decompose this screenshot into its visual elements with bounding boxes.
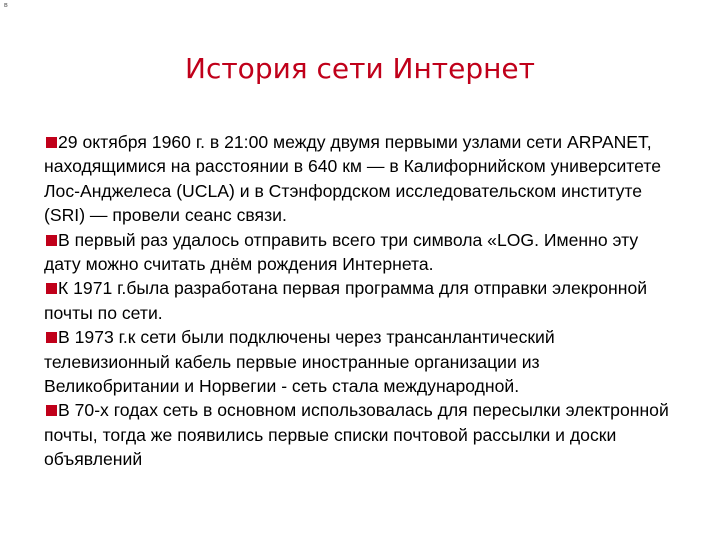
bullet-square-icon — [46, 332, 57, 343]
slide-body — [44, 130, 674, 472]
bullet-square-icon — [46, 235, 57, 246]
bullet-text: В 70-х годах сеть в основном использовалась для пересылки электронной почты, тогда же появились первые списки почтовой рассылки и доски объявлений — [44, 400, 669, 470]
bullet-text: 29 октября 1960 г. в 21:00 между двумя первыми узлами сети ARPANET, находящимися на расстоянии в 640 км — в Калифорнийском университете Лос-Анджелеса (UCLA) и в Стэнфордском исследовательском институте (SRI) — провели сеанс связи. — [44, 132, 661, 226]
bullet-text: В первый раз удалось отправить всего три символа «LOG. Именно эту дату можно считать днём рождения Интернета. — [44, 229, 639, 275]
bullet-paragraph — [44, 130, 674, 228]
corner-mark: в — [4, 2, 8, 9]
bullet-text: К 1971 г.была разработана первая программа для отправки элекронной почты по сети. — [44, 278, 648, 323]
slide-title: История сети Интернет — [185, 52, 535, 85]
bullet-paragraph — [44, 276, 674, 325]
bullet-square-icon — [46, 405, 57, 416]
bullet-paragraph — [44, 398, 674, 471]
bullet-text: В 1973 г.к сети были подключены через трансанлантический телевизионный кабель первые иностранные организации из Великобритании и Норвегии - сеть стала международной. — [44, 327, 555, 397]
bullet-paragraph — [44, 228, 674, 277]
bullet-square-icon — [46, 137, 57, 148]
bullet-square-icon — [46, 283, 57, 294]
bullet-paragraph — [44, 325, 674, 398]
